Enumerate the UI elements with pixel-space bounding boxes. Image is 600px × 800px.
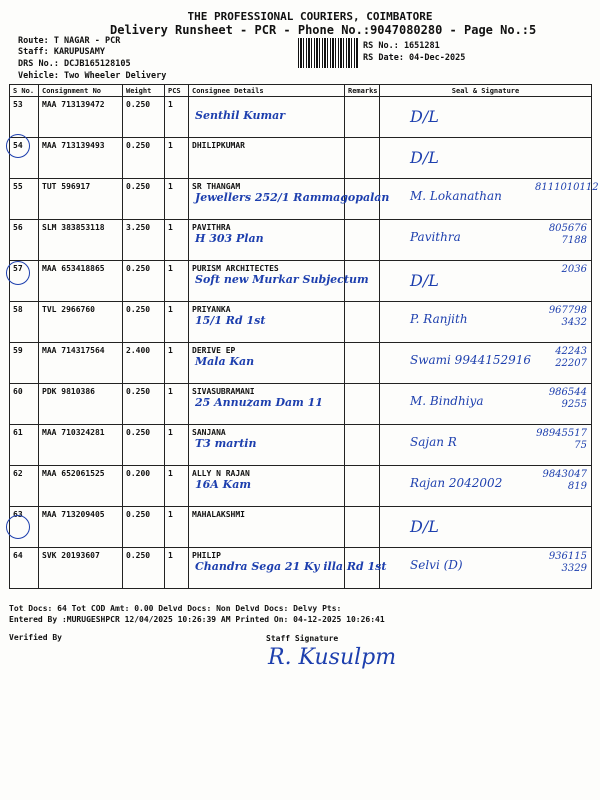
handwritten-address: Soft new Murkar Subjectum bbox=[195, 273, 369, 286]
row-consignment: MAA 713139472 bbox=[39, 97, 123, 138]
row-sno: 56 bbox=[10, 220, 39, 261]
col-sno: S No. bbox=[10, 85, 39, 97]
handwritten-address: H 303 Plan bbox=[195, 232, 264, 245]
col-consignment: Consignment No bbox=[39, 85, 123, 97]
row-signature bbox=[380, 548, 592, 589]
row-pcs: 1 bbox=[165, 507, 189, 548]
row-consignment: TVL 2966760 bbox=[39, 302, 123, 343]
rs-number: RS No.: 1651281 bbox=[363, 41, 440, 51]
handwritten-address: 15/1 Rd 1st bbox=[195, 314, 266, 327]
row-sno: 57 bbox=[10, 261, 39, 302]
handwritten-signature: M. Bindhiya bbox=[410, 394, 484, 408]
row-remarks bbox=[345, 466, 380, 507]
row-weight: 0.250 bbox=[123, 179, 165, 220]
table-header-row bbox=[10, 85, 592, 97]
row-sno: 64 bbox=[10, 548, 39, 589]
row-pcs: 1 bbox=[165, 179, 189, 220]
staff-signature-label: Staff Signature bbox=[266, 634, 339, 643]
row-signature bbox=[380, 425, 592, 466]
handwritten-address: Chandra Sega 21 Ky illa Rd 1st bbox=[195, 560, 387, 573]
row-sno: 58 bbox=[10, 302, 39, 343]
row-consignee: PRIYANKA 15/1 Rd 1st bbox=[189, 302, 345, 343]
row-pcs: 1 bbox=[165, 302, 189, 343]
table-row bbox=[10, 425, 592, 466]
barcode bbox=[298, 38, 358, 68]
handwritten-signature: Sajan R bbox=[410, 435, 457, 449]
handwritten-address: Jewellers 252/1 Rammagopalan bbox=[195, 191, 390, 204]
table-row bbox=[10, 466, 592, 507]
row-consignment: TUT 596917 bbox=[39, 179, 123, 220]
row-signature bbox=[380, 507, 592, 548]
row-weight: 0.250 bbox=[123, 507, 165, 548]
row-weight: 0.250 bbox=[123, 384, 165, 425]
row-remarks bbox=[345, 425, 380, 466]
staff-signature: R. Kusulpm bbox=[268, 645, 397, 670]
handwritten-address: 25 Annuzam Dam 11 bbox=[195, 396, 323, 409]
table-row bbox=[10, 507, 592, 548]
circle-mark-57 bbox=[6, 261, 30, 285]
row-weight: 0.250 bbox=[123, 261, 165, 302]
handwritten-signature: Rajan 2042002 bbox=[410, 476, 503, 490]
row-remarks bbox=[345, 138, 380, 179]
table-row bbox=[10, 548, 592, 589]
row-sno: 54 bbox=[10, 138, 39, 179]
col-signature: Seal & Signature bbox=[380, 85, 592, 97]
totals-line: Tot Docs: 64 Tot COD Amt: 0.00 Delvd Docs: Non Delvd Docs: Delvy Pts: bbox=[9, 604, 342, 613]
handwritten-phone: 98945517 75 bbox=[536, 428, 587, 451]
row-sno: 53 bbox=[10, 97, 39, 138]
table-row bbox=[10, 384, 592, 425]
row-consignee: PHILIP Chandra Sega 21 Ky illa Rd 1st bbox=[189, 548, 345, 589]
row-pcs: 1 bbox=[165, 343, 189, 384]
row-consignment: MAA 713139493 bbox=[39, 138, 123, 179]
row-sno: 63 bbox=[10, 507, 39, 548]
row-pcs: 1 bbox=[165, 138, 189, 179]
row-pcs: 1 bbox=[165, 548, 189, 589]
handwritten-address: T3 martin bbox=[195, 437, 257, 450]
runsheet-table bbox=[9, 84, 599, 589]
handwritten-signature: Selvi (D) bbox=[410, 558, 463, 572]
row-consignment: SVK 20193607 bbox=[39, 548, 123, 589]
row-remarks bbox=[345, 302, 380, 343]
row-remarks bbox=[345, 220, 380, 261]
row-consignment: MAA 714317564 bbox=[39, 343, 123, 384]
drs-label: DRS No.: DCJB165128105 bbox=[18, 59, 131, 69]
row-weight: 2.400 bbox=[123, 343, 165, 384]
handwritten-signature: D/L bbox=[410, 271, 439, 290]
handwritten-address: 16A Kam bbox=[195, 478, 251, 491]
row-pcs: 1 bbox=[165, 425, 189, 466]
row-pcs: 1 bbox=[165, 97, 189, 138]
col-pcs: PCS bbox=[165, 85, 189, 97]
row-sno: 55 bbox=[10, 179, 39, 220]
circle-mark-63 bbox=[6, 515, 30, 539]
row-consignment: MAA 710324281 bbox=[39, 425, 123, 466]
handwritten-phone: 9843047 819 bbox=[542, 469, 587, 492]
row-consignment: MAA 652061525 bbox=[39, 466, 123, 507]
row-consignment: MAA 713209405 bbox=[39, 507, 123, 548]
handwritten-signature: D/L bbox=[410, 107, 439, 126]
row-weight: 0.250 bbox=[123, 138, 165, 179]
row-consignment: SLM 383853118 bbox=[39, 220, 123, 261]
table-row bbox=[10, 220, 592, 261]
circle-mark-54 bbox=[6, 134, 30, 158]
row-consignee: PAVITHRA H 303 Plan bbox=[189, 220, 345, 261]
row-signature bbox=[380, 466, 592, 507]
table-row bbox=[10, 97, 592, 138]
row-weight: 0.250 bbox=[123, 302, 165, 343]
company-name: THE PROFESSIONAL COURIERS, COIMBATORE bbox=[187, 10, 433, 23]
handwritten-signature: P. Ranjith bbox=[410, 312, 468, 326]
col-weight: Weight bbox=[123, 85, 165, 97]
row-consignee: DHILIPKUMAR bbox=[189, 138, 345, 179]
row-signature bbox=[380, 220, 592, 261]
col-remarks: Remarks bbox=[345, 85, 380, 97]
row-consignment: MAA 653418865 bbox=[39, 261, 123, 302]
row-weight: 0.250 bbox=[123, 548, 165, 589]
row-remarks bbox=[345, 97, 380, 138]
row-pcs: 1 bbox=[165, 261, 189, 302]
handwritten-phone: 967798 3432 bbox=[548, 305, 587, 328]
row-consignee: PURISM ARCHITECTES Soft new Murkar Subjectum bbox=[189, 261, 345, 302]
row-consignee: ALLY N RAJAN 16A Kam bbox=[189, 466, 345, 507]
row-signature bbox=[380, 302, 592, 343]
table-row bbox=[10, 138, 592, 179]
runsheet-title: Delivery Runsheet - PCR - Phone No.:9047080280 - Page No.:5 bbox=[110, 23, 537, 37]
row-consignee: SR THANGAM Jewellers 252/1 Rammagopalan bbox=[189, 179, 345, 220]
col-consignee: Consignee Details bbox=[189, 85, 345, 97]
row-sno: 62 bbox=[10, 466, 39, 507]
row-sno: 59 bbox=[10, 343, 39, 384]
handwritten-signature: M. Lokanathan bbox=[410, 189, 502, 203]
handwritten-phone: 2036 bbox=[561, 264, 587, 275]
row-consignee: SIVASUBRAMANI 25 Annuzam Dam 11 bbox=[189, 384, 345, 425]
row-consignee bbox=[189, 97, 345, 138]
row-consignee: DERIVE EP Mala Kan bbox=[189, 343, 345, 384]
entered-line: Entered By :MURUGESHPCR 12/04/2025 10:26:39 AM Printed On: 04-12-2025 10:26:41 bbox=[9, 615, 385, 624]
vehicle-label: Vehicle: Two Wheeler Delivery bbox=[18, 71, 167, 81]
table-row bbox=[10, 302, 592, 343]
handwritten-signature: D/L bbox=[410, 148, 439, 167]
row-consignee: MAHALAKSHMI bbox=[189, 507, 345, 548]
table-row bbox=[10, 179, 592, 220]
row-consignment: PDK 9810386 bbox=[39, 384, 123, 425]
handwritten-address: Senthil Kumar bbox=[195, 109, 286, 122]
handwritten-signature: D/L bbox=[410, 517, 439, 536]
table-row bbox=[10, 343, 592, 384]
row-remarks bbox=[345, 384, 380, 425]
handwritten-phone: 986544 9255 bbox=[548, 387, 587, 410]
row-weight: 0.250 bbox=[123, 425, 165, 466]
row-signature bbox=[380, 384, 592, 425]
row-pcs: 1 bbox=[165, 220, 189, 261]
handwritten-phone: 8111010112 bbox=[535, 182, 599, 193]
row-sno: 61 bbox=[10, 425, 39, 466]
rs-date: RS Date: 04-Dec-2025 bbox=[363, 53, 466, 63]
handwritten-signature: Pavithra bbox=[410, 230, 461, 244]
row-signature bbox=[380, 343, 592, 384]
route-label: Route: T NAGAR - PCR bbox=[18, 36, 121, 46]
handwritten-phone: 805676 7188 bbox=[548, 223, 587, 246]
row-weight: 0.200 bbox=[123, 466, 165, 507]
row-remarks bbox=[345, 507, 380, 548]
row-consignee: SANJANA T3 martin bbox=[189, 425, 345, 466]
row-sno: 60 bbox=[10, 384, 39, 425]
row-pcs: 1 bbox=[165, 384, 189, 425]
handwritten-phone: 936115 3329 bbox=[548, 551, 587, 574]
verified-by: Verified By bbox=[9, 633, 62, 642]
table-row bbox=[10, 261, 592, 302]
staff-label: Staff: KARUPUSAMY bbox=[18, 47, 105, 57]
row-signature bbox=[380, 138, 592, 179]
row-weight: 3.250 bbox=[123, 220, 165, 261]
row-weight: 0.250 bbox=[123, 97, 165, 138]
handwritten-signature: Swami 9944152916 bbox=[410, 353, 532, 367]
row-signature bbox=[380, 261, 592, 302]
row-remarks bbox=[345, 343, 380, 384]
handwritten-address: Mala Kan bbox=[195, 355, 255, 368]
row-pcs: 1 bbox=[165, 466, 189, 507]
row-signature bbox=[380, 179, 599, 220]
handwritten-phone: 42243 22207 bbox=[555, 346, 587, 369]
row-signature bbox=[380, 97, 592, 138]
